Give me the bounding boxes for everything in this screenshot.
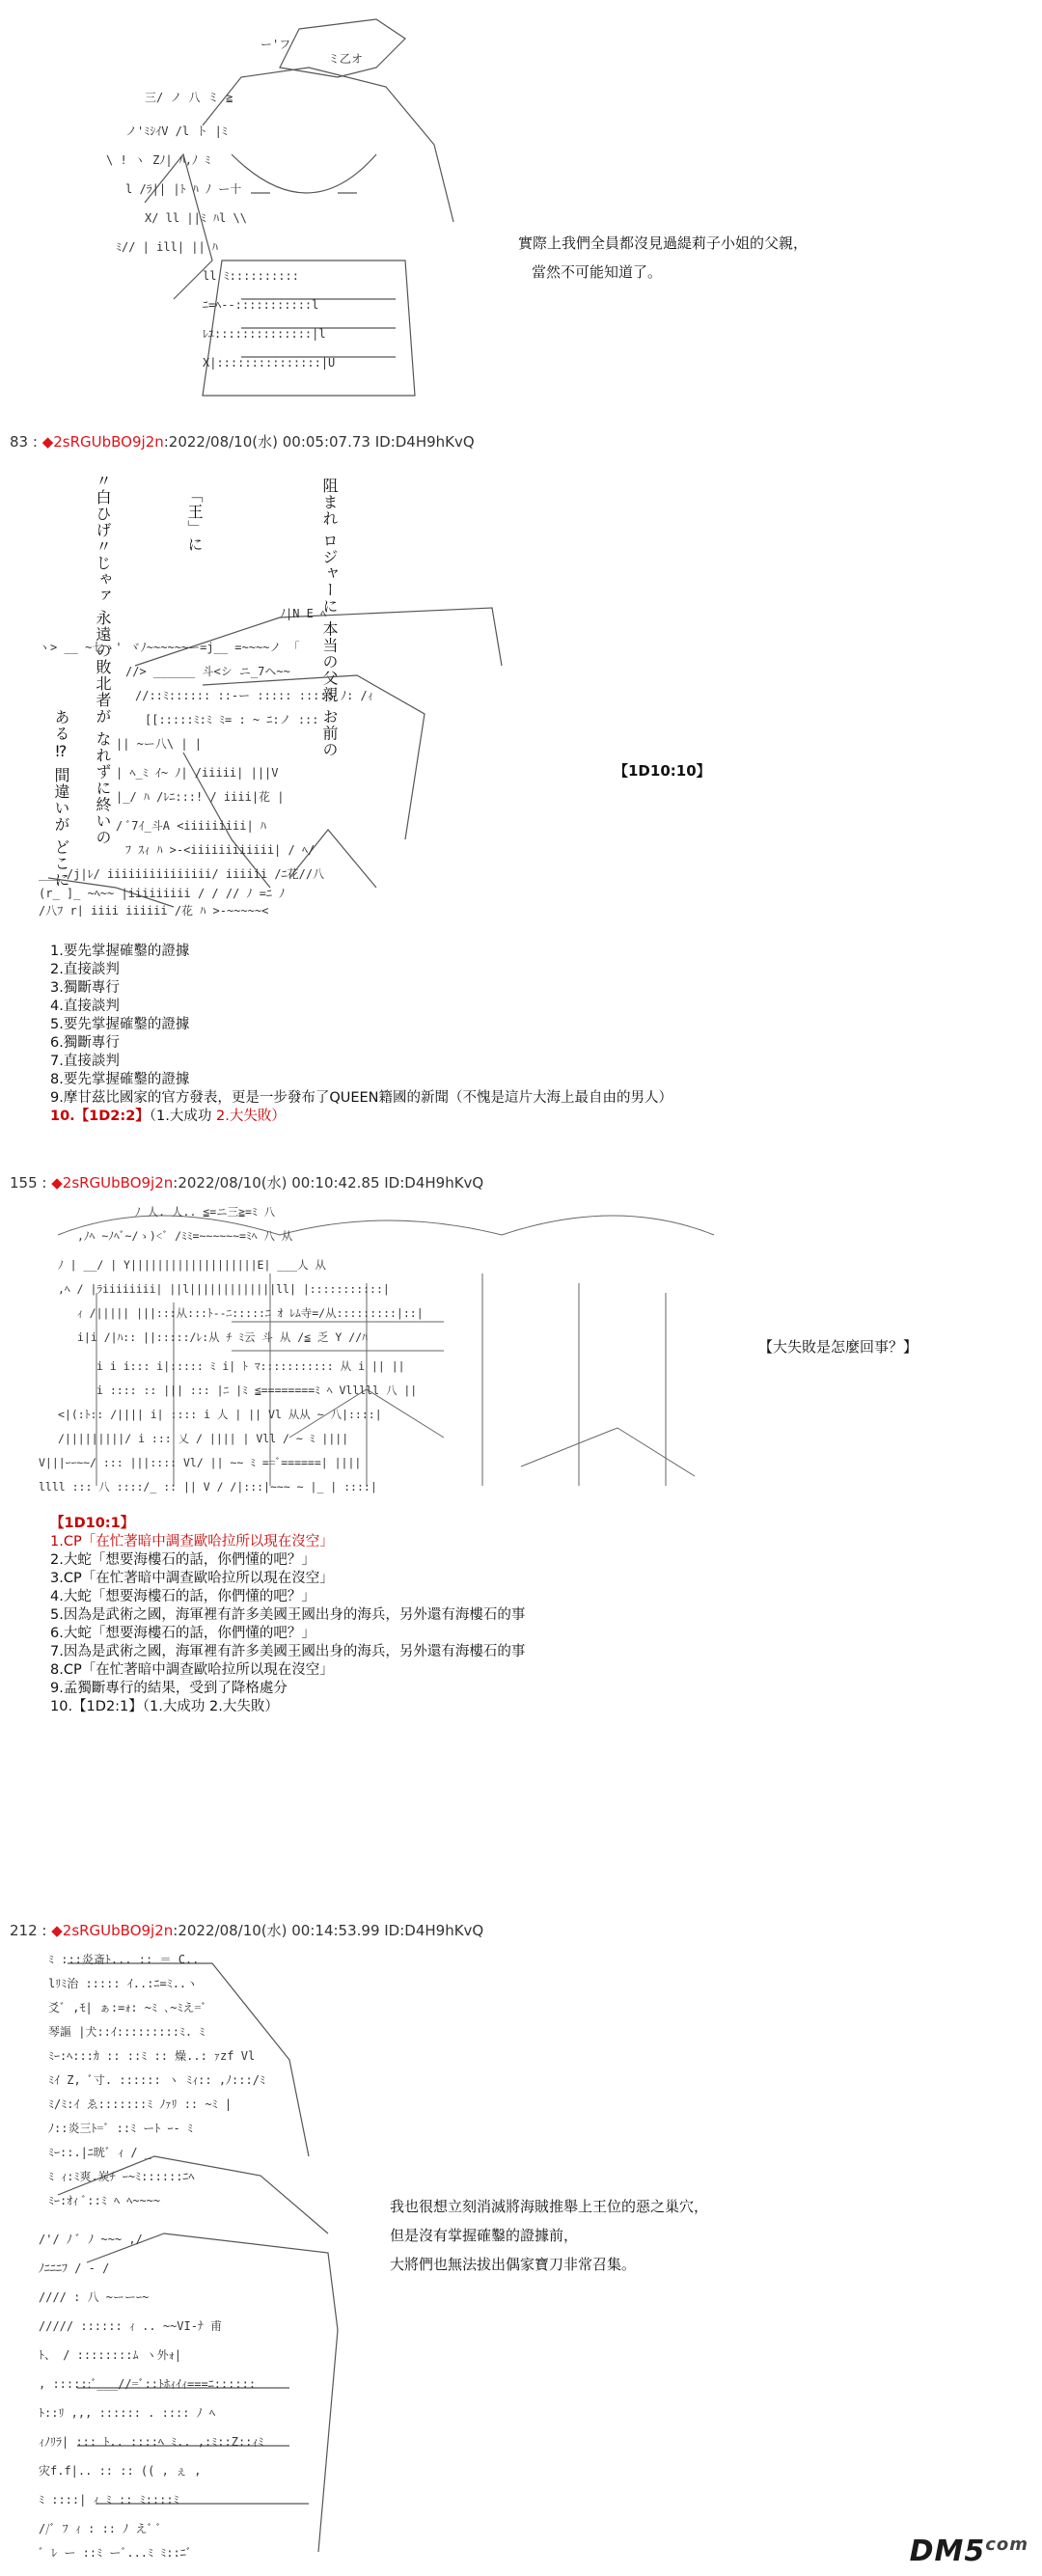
choice-item: 5.要先掌握確鑿的證據 bbox=[50, 1017, 190, 1032]
choice-item: 5.因為是武術之國，海軍裡有許多美國王國出身的海兵，另外還有海樓石的事 bbox=[50, 1607, 526, 1623]
option-text-highlight: 2.大失敗） bbox=[216, 1109, 286, 1124]
choice-item: 6.大蛇「想要海樓石的話，你們懂的吧？」 bbox=[50, 1626, 315, 1641]
ascii-art-crowd bbox=[39, 1196, 724, 1505]
svg-text:(r_ ]_ ~ﾍ~~ |iiiiiiiii /: (r_ ]_ ~ﾍ~~ |iiiiiiiii / / // ﾉ =ﾆ ﾉ bbox=[39, 887, 286, 900]
svg-text:ー'フ: ー'フ bbox=[260, 38, 291, 51]
svg-text:ﾉﾆﾆﾆﾌ / - /: ﾉﾆﾆﾆﾌ / - / bbox=[39, 2261, 110, 2275]
ascii-art-character-2 bbox=[39, 598, 540, 917]
ascii-art-sketch-4 bbox=[39, 1944, 367, 2562]
svg-text:ﾐ :::炎斎ﾄ... :: ＝ C..: ﾐ :::炎斎ﾄ... :: ＝ C.. bbox=[48, 1953, 200, 1966]
svg-text:/八ﾌ r| iiii iiiiii /花 ﾊ >: /八ﾌ r| iiii iiiiii /花 ﾊ >-~~~~~< bbox=[39, 904, 269, 917]
speech-line: 實際上我們全員都沒見過緹莉子小姐的父親， bbox=[518, 234, 809, 252]
svg-text:ｨ /||||| |||:::从:::ﾄ--ﾆ:::::: ｨ /||||| |||:::从:::ﾄ--ﾆ:::::ﾆ ｵ ﾚﾑ寺=/从:::::::::|::| bbox=[77, 1306, 424, 1320]
vertical-line: ロジャーに bbox=[320, 533, 339, 616]
post-header-83 bbox=[10, 431, 475, 452]
vertical-line: 間違いが bbox=[52, 767, 70, 834]
svg-text:ﾐ// | ill| || ﾊ: ﾐ// | ill| || ﾊ bbox=[116, 240, 218, 254]
post-header-212 bbox=[10, 1920, 483, 1940]
svg-text:ﾉ::炎三ﾄ=ﾞ ::ﾐ ーﾄ ｰ- ﾐ: ﾉ::炎三ﾄ=ﾞ ::ﾐ ーﾄ ｰ- ﾐ bbox=[48, 2122, 193, 2135]
choice-item: 7.直接談判 bbox=[50, 1054, 120, 1069]
svg-text:ll ﾐ::::::::::: ll ﾐ:::::::::: bbox=[203, 269, 299, 283]
choice-item: 8.CP「在忙著暗中調查歐哈拉所以現在沒空」 bbox=[50, 1662, 334, 1678]
ascii-art-sketch-2 bbox=[39, 598, 540, 917]
vertical-line: 本当の父親 bbox=[320, 620, 339, 703]
choice-item: 3.CP「在忙著暗中調查歐哈拉所以現在沒空」 bbox=[50, 1571, 334, 1586]
svg-text://// : 八 ~ーーｰ~: //// : 八 ~ーーｰ~ bbox=[39, 2290, 150, 2304]
speech-line: 當然不可能知道了。 bbox=[532, 263, 663, 281]
speech-bubble-1 bbox=[518, 229, 808, 287]
vertical-dialogue-2 bbox=[183, 487, 205, 593]
svg-text:ﾉ 人. 人.. ≦=ニ三≧=ﾐ: ﾉ 人. 人.. ≦=ニ三≧=ﾐ 八 bbox=[135, 1205, 276, 1219]
choice-item: 7.因為是武術之國，海軍裡有許多美國王國出身的海兵，另外還有海樓石的事 bbox=[50, 1644, 526, 1659]
svg-text:///// :::::: ｨ .. ~~VI-ﾅ: ///// :::::: ｨ .. ~~VI-ﾅ 甫 bbox=[39, 2319, 223, 2333]
tripcode[interactable]: ◆2sRGUbBO9j2n bbox=[51, 1174, 174, 1192]
svg-text://ﾞ ﾌ ｨ : :: ﾉ えﾞ ﾞ: //ﾞ ﾌ ｨ : :: ﾉ えﾞ ﾞ bbox=[39, 2522, 162, 2535]
speech-line: 我也很想立刻消滅將海賊推舉上王位的惡之巢穴， bbox=[390, 2198, 709, 2215]
svg-text:|| ~ー八\ | |: || ~ー八\ | | bbox=[116, 737, 203, 751]
choice-list-155 bbox=[50, 1515, 525, 1716]
choice-item: 4.直接談判 bbox=[50, 999, 120, 1014]
dice-result-head: 【1D10:1】 bbox=[50, 1516, 135, 1531]
svg-text:\ ! ヽ Zﾉ| ﾊ,ﾉ ﾐ: \ ! ヽ Zﾉ| ﾊ,ﾉ ﾐ bbox=[106, 153, 211, 167]
vertical-line: 「王」に bbox=[185, 487, 204, 553]
svg-text:ノ'ﾐｼｲV /l ト |ﾐ: ノ'ﾐｼｲV /l ト |ﾐ bbox=[125, 124, 228, 138]
choice-item: 9.孟獨斷專行的結果，受到了降格處分 bbox=[50, 1681, 288, 1696]
choice-item: 6.獨斷專行 bbox=[50, 1035, 120, 1051]
svg-text://::ﾐ:::::: ::-ー ::::: :::::: //::ﾐ:::::: ::-ー ::::: ::::: ﾉ: /ｨ bbox=[135, 689, 373, 702]
dice-result: 10.【1D2:2】 bbox=[50, 1109, 150, 1124]
vertical-line: どこに bbox=[52, 838, 70, 889]
speech-bubble-212 bbox=[390, 2192, 708, 2279]
svg-text:ﾐ/ﾐ:ｲ ゑ:::::::ﾐ ﾉｧﾘ :: ~ﾐ: ﾐ/ﾐ:ｲ ゑ:::::::ﾐ ﾉｧﾘ :: ~ﾐ | bbox=[48, 2097, 233, 2111]
svg-text:ﾌ ｽｨ ﾊ >-<iiiiiiiiiiii| /: ﾌ ｽｨ ﾊ >-<iiiiiiiiiiii| / ﾍ/ bbox=[125, 843, 315, 857]
svg-text:琴謳 |犬::ｲ:::::::::ﾐ. ﾐ: 琴謳 |犬::ｲ:::::::::ﾐ. ﾐ bbox=[48, 2025, 206, 2039]
svg-text:ﾐｲ Z, ﾞ寸. :::::: ヽ ﾐｨ:: ,ﾉ:: ﾐｲ Z, ﾞ寸. :::::: ヽ ﾐｨ:: ,ﾉ:::/ﾐ bbox=[48, 2073, 265, 2087]
vertical-dialogue-3 bbox=[318, 478, 340, 758]
vertical-line: 阻まれ bbox=[320, 478, 339, 527]
speech-question-tag: 【大失敗是怎麼回事？】 bbox=[758, 1338, 919, 1356]
post-number: 212 : bbox=[10, 1922, 47, 1939]
svg-text:X|:::::::::::::::|U: X|:::::::::::::::|U bbox=[203, 356, 336, 370]
svg-text:ﾄ、 / ::::::::ﾑ ヽ外ｫ|: ﾄ、 / ::::::::ﾑ ヽ外ｫ| bbox=[39, 2348, 181, 2362]
svg-text:爻ﾞ ,ﾓ| ぁ:=ｫ: ~ﾐ ､~ﾐえ=ﾞ: 爻ﾞ ,ﾓ| ぁ:=ｫ: ~ﾐ ､~ﾐえ=ﾞ bbox=[48, 2001, 207, 2014]
post-meta: :2022/08/10(水) 00:05:07.73 ID:D4H9hKvQ bbox=[163, 433, 475, 451]
svg-text:l /ﾗ|| |ﾄ ﾊ ﾉ ー十: l /ﾗ|| |ﾄ ﾊ ﾉ ー十 bbox=[125, 182, 242, 196]
ascii-art-character-4 bbox=[39, 1944, 367, 2562]
svg-text:ﾐ ::::| ｨ ﾐ :: ﾐ::::ﾐ: ﾐ ::::| ｨ ﾐ :: ﾐ::::ﾐ bbox=[39, 2493, 179, 2507]
ascii-art-character-1 bbox=[87, 10, 492, 410]
ascii-art-sketch-1 bbox=[87, 10, 492, 410]
tripcode[interactable]: ◆2sRGUbBO9j2n bbox=[41, 433, 164, 451]
svg-text:V|||ｰｰ~~/ ::: |||:::: Vl/: V|||ｰｰ~~/ ::: |||:::: Vl/ || ~~ ﾐ ==ﾞ======| |||| bbox=[39, 1456, 362, 1469]
choice-item-highlight: 1.CP「在忙著暗中調查歐哈拉所以現在沒空」 bbox=[50, 1534, 334, 1549]
svg-text:ﾆ=ﾍ--:::::::::::l: ﾆ=ﾍ--:::::::::::l bbox=[203, 298, 319, 312]
choice-item: 2.大蛇「想要海樓石的話，你們懂的吧？」 bbox=[50, 1552, 315, 1568]
svg-text:| ﾍ_ﾐ ｲ~ ﾉ| /iiiii| |||: | ﾍ_ﾐ ｲ~ ﾉ| /iiiii| |||V bbox=[116, 766, 279, 780]
svg-text:ﾐ ｨ:ﾐ爽.炭ﾁ ｰ~ﾐ::::::ﾆﾍ: ﾐ ｨ:ﾐ爽.炭ﾁ ｰ~ﾐ::::::ﾆﾍ bbox=[48, 2170, 195, 2183]
svg-text:ミ乙オ: ミ乙オ bbox=[328, 52, 364, 66]
vertical-dialogue-1 bbox=[92, 473, 113, 846]
logo-sub: com bbox=[985, 2535, 1028, 2555]
svg-text:,ﾉﾍ ~ﾉﾍﾞ~/ゝ)<ﾞ /ﾐﾐ=~~~~~~=ﾐ: ,ﾉﾍ ~ﾉﾍﾞ~/ゝ)<ﾞ /ﾐﾐ=~~~~~~=ﾐﾍ 八 从 bbox=[77, 1229, 293, 1243]
choice-item: 10.【1D2:1】（1.大成功 2.大失敗） bbox=[50, 1699, 279, 1714]
vertical-line: なれずに終いの bbox=[94, 730, 112, 846]
choice-list-83 bbox=[50, 943, 672, 1126]
svg-text:X/ ll ||ﾐ ﾊl \\: X/ ll ||ﾐ ﾊl \\ bbox=[145, 211, 247, 225]
site-logo bbox=[910, 2535, 1028, 2568]
vertical-line: 永遠の敗北者が bbox=[94, 610, 112, 726]
svg-text:/ ﾞ7ｲ_斗A <iiiiiiiii| ﾊ: / ﾞ7ｲ_斗A <iiiiiiiii| ﾊ bbox=[116, 819, 266, 833]
option-text: （1.大成功 bbox=[149, 1109, 216, 1124]
svg-text:ﾞ ﾚ ー ::ﾐ ーﾞ...ﾐ ﾐ::ﾆﾞ: ﾞ ﾚ ー ::ﾐ ーﾞ...ﾐ ﾐ::ﾆﾞ bbox=[39, 2546, 192, 2560]
post-meta: :2022/08/10(水) 00:14:53.99 ID:D4H9hKvQ bbox=[173, 1922, 484, 1939]
dice-result-tag: 【1D10:10】 bbox=[614, 762, 711, 780]
svg-text:<|(:ﾄ:: /|||| i| :::: i 人 |: <|(:ﾄ:: /|||| i| :::: i 人 | || Vl 从从 ~ 八|::::| bbox=[58, 1408, 382, 1421]
vertical-line: 〃白ひげ〃じゃァ bbox=[94, 473, 112, 604]
svg-text:ヽ> __ ~七ゝ' ヾﾉ~~~~~~ー=j__: ヽ> __ ~七ゝ' ヾﾉ~~~~~~ー=j__ =~~~~ノ 「 bbox=[39, 641, 300, 654]
post-header-155 bbox=[10, 1172, 483, 1192]
post-meta: :2022/08/10(水) 00:10:42.85 ID:D4H9hKvQ bbox=[173, 1174, 484, 1192]
svg-text:|_/ ﾊ /ﾚﾆ:::! / iiii|花 |: |_/ ﾊ /ﾚﾆ:::! / iiii|花 | bbox=[116, 790, 285, 804]
svg-text:lﾘﾐ治 ::::: ｲ..:ﾆ=ﾐ..ヽ: lﾘﾐ治 ::::: ｲ..:ﾆ=ﾐ..ヽ bbox=[48, 1977, 199, 1990]
svg-text:灾f.f|.. :: :: (( , ぇ ,: 灾f.f|.. :: :: (( , ぇ , bbox=[39, 2464, 202, 2478]
svg-text:ﾚﾕ::::::::::::::|l: ﾚﾕ::::::::::::::|l bbox=[203, 327, 326, 341]
vertical-line: ある⁉ bbox=[52, 709, 70, 761]
svg-text:ﾉ | __/ | Y||||||||||||||: ﾉ | __/ | Y|||||||||||||||||||E| ___人 从 bbox=[58, 1258, 326, 1272]
choice-item: 3.獨斷專行 bbox=[50, 980, 120, 996]
choice-item: 9.摩甘茲比國家的官方發表，更是一步發布了QUEEN籍國的新聞（不愧是這片大海上最自由的男人） bbox=[50, 1090, 673, 1106]
post-number: 83 : bbox=[10, 433, 38, 451]
choice-item-final bbox=[50, 1108, 672, 1126]
svg-text://> ______ 斗<シ ニ_7ヘ~~: //> ______ 斗<シ ニ_7ヘ~~ bbox=[125, 665, 290, 678]
post-number: 155 : bbox=[10, 1174, 47, 1192]
svg-text:ﾐｰ:ｵｨ ﾞ::ﾐ ﾍ ﾍ~~~~: ﾐｰ:ｵｨ ﾞ::ﾐ ﾍ ﾍ~~~~ bbox=[48, 2194, 161, 2207]
choice-item: 4.大蛇「想要海樓石的話，你們懂的吧？」 bbox=[50, 1589, 315, 1604]
svg-text:[[:::::ﾐ:ﾐ ﾐ= : ~ ﾆ:ノ :::: [[:::::ﾐ:ﾐ ﾐ= : ~ ﾆ:ノ ::: bbox=[145, 713, 319, 726]
speech-line: 但是沒有掌握確鑿的證據前， bbox=[390, 2227, 579, 2244]
svg-text:i i i::: i|::::: ﾐ i| ﾄ: i i i::: i|::::: ﾐ i| ﾄ ﾏ::::::::::: 从 i || || bbox=[96, 1359, 405, 1373]
tripcode[interactable]: ◆2sRGUbBO9j2n bbox=[51, 1922, 174, 1939]
svg-text:i :::: :: ||| ::: |ﾆ |ﾐ ≦=: i :::: :: ||| ::: |ﾆ |ﾐ ≦========ﾐ ﾍ Vlllll 八 || bbox=[96, 1384, 418, 1397]
svg-text:ﾐｰ::.|ﾆ晄ﾞ ｨ / _: ﾐｰ::.|ﾆ晄ﾞ ｨ / _ bbox=[48, 2146, 152, 2159]
svg-text:/'/ ﾉ ﾞ ﾉ ~~~ ,/: /'/ ﾉ ﾞ ﾉ ~~~ ,/ bbox=[39, 2233, 143, 2246]
choice-item: 8.要先掌握確鑿的證據 bbox=[50, 1072, 190, 1087]
svg-text:llll ::: 八 ::::/_ :: || V: llll ::: 八 ::::/_ :: || V / /|:::|~~~ ~ |_ | ::::| bbox=[39, 1480, 377, 1494]
svg-text:ﾉ|N E ﾍ: ﾉ|N E ﾍ bbox=[280, 607, 327, 620]
choice-item: 1.要先掌握確鑿的證據 bbox=[50, 944, 190, 959]
svg-text:,ﾍ / |ﾗiiiiiiii| ||l|||||||: ,ﾍ / |ﾗiiiiiiii| ||l|||||||||||||ll| |:::::::::::| bbox=[58, 1282, 390, 1296]
vertical-line: お前の bbox=[320, 708, 339, 758]
svg-text:ﾄ::ﾘ ,,, :::::: . :::: ﾉ: ﾄ::ﾘ ,,, :::::: . :::: ﾉ ﾍ bbox=[39, 2406, 215, 2420]
logo-text: DM5 bbox=[909, 2535, 986, 2568]
svg-text:三/ ノ 八 ミ ≧: 三/ ノ 八 ミ ≧ bbox=[145, 91, 233, 104]
svg-text:ﾐｰ:ﾍ:::ｶ :: ::ﾐ :: 燥..: ｧz: ﾐｰ:ﾍ:::ｶ :: ::ﾐ :: 燥..: ｧzf Vl bbox=[48, 2049, 256, 2063]
svg-text:, ::::::ﾞ___//=ﾞ::ﾄﾎｨｲｨ===ﾆ:: , ::::::ﾞ___//=ﾞ::ﾄﾎｨｲｨ===ﾆ:::::: bbox=[39, 2377, 257, 2391]
svg-text:/|||||||||/ i ::: 乂 / ||||: /|||||||||/ i ::: 乂 / |||| | Vll / ~ ﾐ |||| bbox=[58, 1432, 349, 1445]
ascii-art-sketch-3 bbox=[39, 1196, 724, 1505]
speech-line: 大將們也無法拔出偶家寶刀非常召集。 bbox=[390, 2256, 637, 2273]
svg-text:ｨﾉﾘﾗ| ::: ﾄ.. ::::ﾍ ﾐ.. ,:ﾐ::Z: ｨﾉﾘﾗ| ::: ﾄ.. ::::ﾍ ﾐ.. ,:ﾐ::Z::ｨﾐ bbox=[39, 2435, 264, 2449]
choice-item: 2.直接談判 bbox=[50, 962, 120, 977]
svg-text:___ /j|ﾚ/ iiiiiiiiiiiiiii/: ___ /j|ﾚ/ iiiiiiiiiiiiiii/ iiiiii /ﾆ花//八 bbox=[39, 867, 325, 881]
svg-text:i|i /|ﾊ:: ||:::::/ﾚ:从 ﾁ ﾐ云: i|i /|ﾊ:: ||:::::/ﾚ:从 ﾁ ﾐ云 斗 从 /≦ 乏 Y //ﾊ bbox=[77, 1330, 368, 1344]
